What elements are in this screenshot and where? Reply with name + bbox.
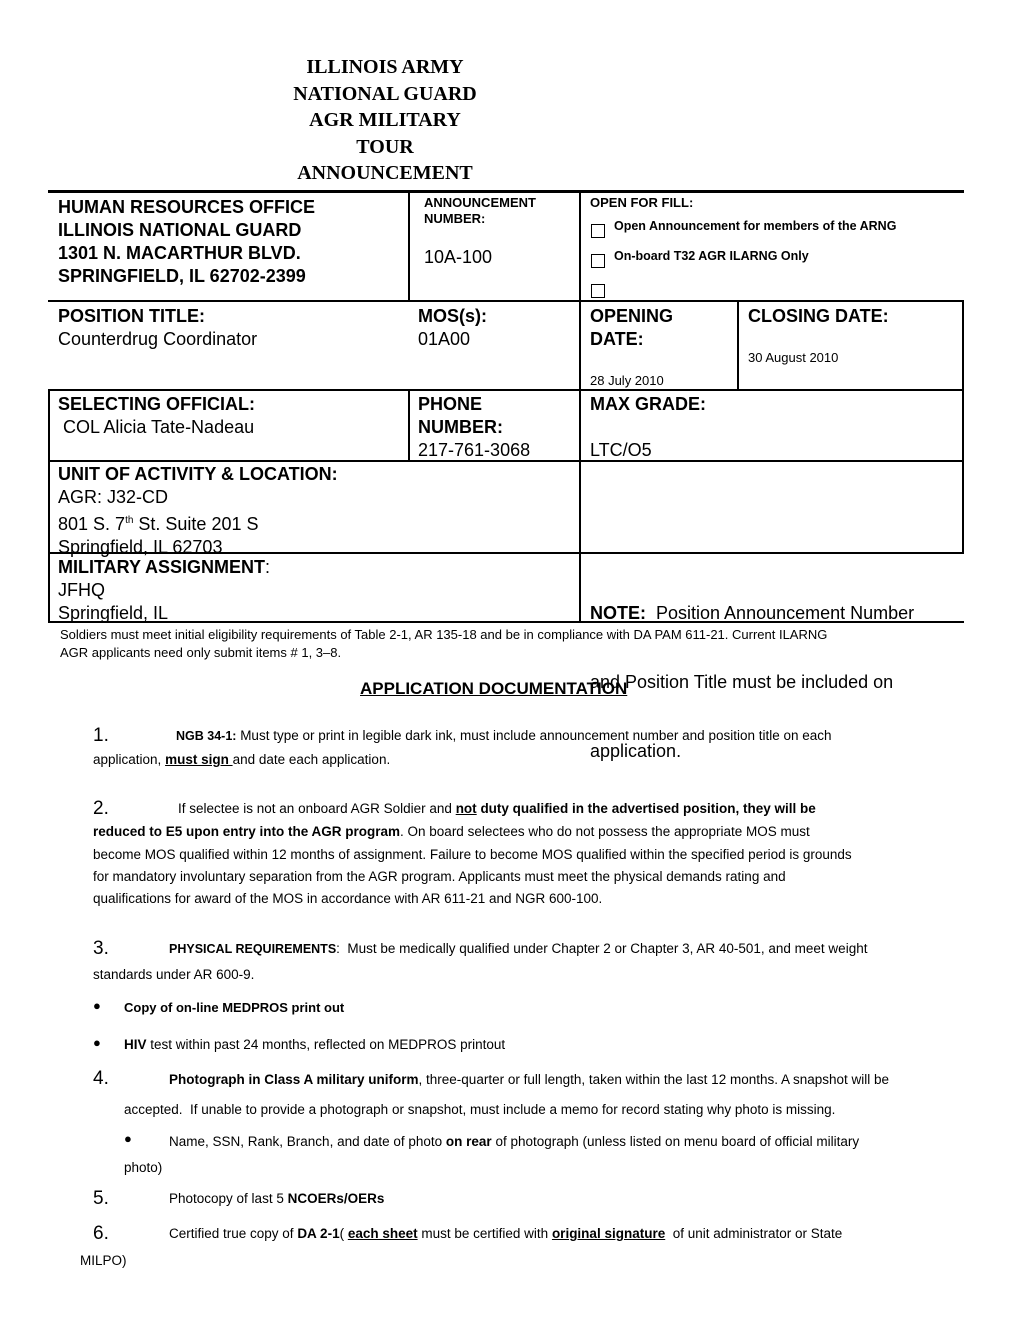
- item-1-text: application,: [93, 752, 166, 767]
- item-6-text: of unit administrator or State: [665, 1226, 843, 1241]
- item-5-line: [169, 1191, 384, 1206]
- bullet-text: photo): [124, 1160, 163, 1175]
- phone-value: 217-761-3068: [418, 440, 531, 460]
- item-5-text: Photocopy of last 5: [169, 1191, 288, 1206]
- item-1-line: [93, 752, 390, 767]
- bullet-icon: ●: [93, 998, 101, 1013]
- item-3-line: [169, 941, 867, 956]
- page-title: [250, 54, 520, 187]
- unit-line: AGR: J32-CD: [58, 487, 169, 507]
- opening-date-label: [590, 305, 673, 351]
- item-2-line: for mandatory involuntary separation from the AGR program. Applicants must meet the physical demands rating and: [93, 869, 786, 884]
- item-3-text: : Must be medically qualified under Chapter 2 or Chapter 3, AR 40-501, and meet weight: [336, 941, 868, 956]
- colon: :: [265, 557, 271, 577]
- bullet-icon: ●: [124, 1131, 132, 1146]
- item-2-line: become MOS qualified within 12 months of assignment. Failure to become MOS qualified within the specified period is grounds: [93, 847, 852, 862]
- bullet-icon: ●: [93, 1035, 101, 1050]
- max-grade-label: MAX GRADE:: [590, 394, 706, 414]
- item-number: 2.: [93, 798, 109, 819]
- each-sheet-emphasis: each sheet: [347, 1226, 418, 1241]
- item-5-bold: NCOERs/OERs: [287, 1191, 385, 1206]
- item-2-text: . On board selectees who do not possess the appropriate MOS must: [400, 824, 810, 839]
- office-line: HUMAN RESOURCES OFFICE: [58, 197, 316, 217]
- office-line: ILLINOIS NATIONAL GUARD: [58, 220, 302, 240]
- on-rear-bold: on rear: [445, 1134, 492, 1149]
- mos-label: MOS(s):: [418, 306, 487, 326]
- note-text: and Position Title must be included on: [590, 672, 894, 692]
- item-6-line: [169, 1226, 842, 1241]
- note-text: application.: [590, 741, 682, 761]
- item-4-line: [169, 1072, 889, 1087]
- divider: [579, 192, 581, 622]
- bullet-text: [169, 1134, 859, 1149]
- office-line: 1301 N. MACARTHUR BLVD.: [58, 243, 301, 263]
- announcement-label-line: ANNOUNCEMENT: [424, 195, 536, 210]
- item-2-line: qualifications for award of the MOS in accordance with AR 611-21 and NGR 600-100.: [93, 891, 603, 906]
- bullet-text-part: of photograph (unless listed on menu board of official military: [491, 1134, 860, 1149]
- opening-date-value: 28 July 2010: [590, 373, 664, 388]
- opening-date-label-line: DATE:: [590, 329, 644, 349]
- onboard-agr-checkbox[interactable]: [591, 254, 605, 268]
- item-1-text: Must type or print in legible dark ink, must include announcement number and position title on each: [236, 728, 832, 743]
- title-line: ANNOUNCEMENT: [297, 162, 473, 184]
- title-line: AGR MILITARY: [309, 109, 461, 131]
- military-assignment-label: MILITARY ASSIGNMENT: [58, 557, 265, 577]
- selecting-official-label: SELECTING OFFICIAL:: [58, 394, 255, 414]
- item-number: 3.: [93, 938, 109, 959]
- announcement-label-line: NUMBER:: [424, 211, 486, 226]
- table-top-border: [48, 190, 964, 193]
- unit-street: 801 S. 7: [58, 514, 126, 534]
- assignment-line: JFHQ: [58, 580, 105, 600]
- position-title-label: POSITION TITLE:: [58, 306, 205, 326]
- phone-label-line: PHONE: [418, 394, 483, 414]
- divider: [408, 192, 410, 302]
- announcement-label: [424, 195, 536, 227]
- assignment-line: Springfield, IL: [58, 603, 169, 623]
- bullet-text: [124, 1037, 505, 1052]
- phone-label: [418, 393, 503, 439]
- title-line: ILLINOIS ARMY: [306, 56, 464, 78]
- phone-label-line: NUMBER:: [418, 417, 503, 437]
- position-title-value: Counterdrug Coordinator: [58, 329, 258, 349]
- note-text: Position Announcement Number: [646, 603, 915, 623]
- selecting-official-value: COL Alicia Tate-Nadeau: [63, 417, 255, 437]
- item-6-line: MILPO): [80, 1253, 127, 1268]
- item-number: 1.: [93, 725, 109, 746]
- item-6-bold: DA 2-1: [297, 1226, 340, 1241]
- bullet-text: Copy of on-line MEDPROS print out: [124, 1000, 345, 1015]
- opening-date-label-line: OPENING: [590, 306, 674, 326]
- item-number: 4.: [93, 1068, 109, 1089]
- divider: [408, 389, 410, 461]
- note: [590, 556, 914, 786]
- divider: [962, 301, 964, 553]
- unit-label: UNIT OF ACTIVITY & LOCATION:: [58, 464, 338, 484]
- item-4-bold: Photograph in Class A military uniform: [169, 1072, 419, 1087]
- must-sign-emphasis: must sign: [165, 752, 233, 767]
- unit-line: Springfield, IL 62703: [58, 537, 223, 557]
- divider: [48, 389, 50, 623]
- item-3-line: standards under AR 600-9.: [93, 967, 255, 982]
- unit-line: [58, 509, 338, 536]
- item-6-text: must be certified with: [417, 1226, 552, 1241]
- item-1-text: and date each application.: [232, 752, 391, 767]
- item-4-line: accepted. If unable to provide a photograph or snapshot, must include a memo for record stating why photo is missing.: [124, 1102, 836, 1117]
- open-announcement-checkbox[interactable]: [591, 224, 605, 238]
- divider: [737, 301, 739, 391]
- unit-street-sup: th: [125, 515, 134, 526]
- unit-location: [58, 463, 338, 559]
- divider: [48, 389, 964, 391]
- item-2-line: [178, 801, 816, 816]
- office-address: [58, 196, 315, 288]
- not-emphasis: not: [455, 801, 477, 816]
- unit-street-rest: St. Suite 201 S: [133, 514, 259, 534]
- divider: [48, 300, 964, 302]
- military-assignment: [58, 556, 270, 625]
- bullet-text-rest: test within past 24 months, reflected on MEDPROS printout: [146, 1037, 506, 1052]
- original-signature-emphasis: original signature: [551, 1226, 666, 1241]
- item-2-line: [93, 824, 810, 839]
- closing-date-value: 30 August 2010: [748, 350, 839, 365]
- item-6-text: (: [339, 1226, 348, 1241]
- eligibility-line: Soldiers must meet initial eligibility requirements of Table 2-1, AR 135-18 and be in compliance with DA PAM 611-21. Current ILARNG: [60, 627, 828, 642]
- item-2-bold: duty qualified in the advertised position, they will be: [476, 801, 816, 816]
- item-6-text: Certified true copy of: [169, 1226, 298, 1241]
- title-line: NATIONAL GUARD: [293, 82, 477, 105]
- item-number: 5.: [93, 1188, 109, 1209]
- item-1-line: [176, 728, 832, 743]
- office-line: SPRINGFIELD, IL 62702-2399: [58, 266, 306, 286]
- blank-checkbox[interactable]: [591, 284, 605, 298]
- open-announcement-label: Open Announcement for members of the ARNG: [614, 219, 897, 233]
- announcement-number: 10A-100: [424, 247, 493, 267]
- note-label: NOTE:: [590, 603, 646, 623]
- eligibility-line: AGR applicants need only submit items # 1, 3–8.: [60, 645, 342, 660]
- max-grade-value: LTC/O5: [590, 440, 652, 460]
- open-for-fill-label: OPEN FOR FILL:: [590, 195, 694, 210]
- item-1-bold: NGB 34-1:: [176, 729, 237, 743]
- item-number: 6.: [93, 1223, 109, 1244]
- section-title: APPLICATION DOCUMENTATION: [360, 679, 628, 698]
- mos-value: 01A00: [418, 329, 471, 349]
- item-3-bold: PHYSICAL REQUIREMENTS: [169, 942, 337, 956]
- eligibility-text: [60, 626, 960, 662]
- bullet-text-part: Name, SSN, Rank, Branch, and date of photo: [169, 1134, 446, 1149]
- closing-date-label: CLOSING DATE:: [748, 306, 889, 326]
- item-2-text: If selectee is not an onboard AGR Soldier and: [178, 801, 456, 816]
- onboard-agr-label: On-board T32 AGR ILARNG Only: [614, 249, 809, 263]
- item-2-bold: reduced to E5 upon entry into the AGR program: [93, 824, 401, 839]
- item-4-text: , three-quarter or full length, taken within the last 12 months. A snapshot will be: [418, 1072, 890, 1087]
- hiv-bold: HIV: [124, 1037, 147, 1052]
- title-line: TOUR: [356, 135, 414, 158]
